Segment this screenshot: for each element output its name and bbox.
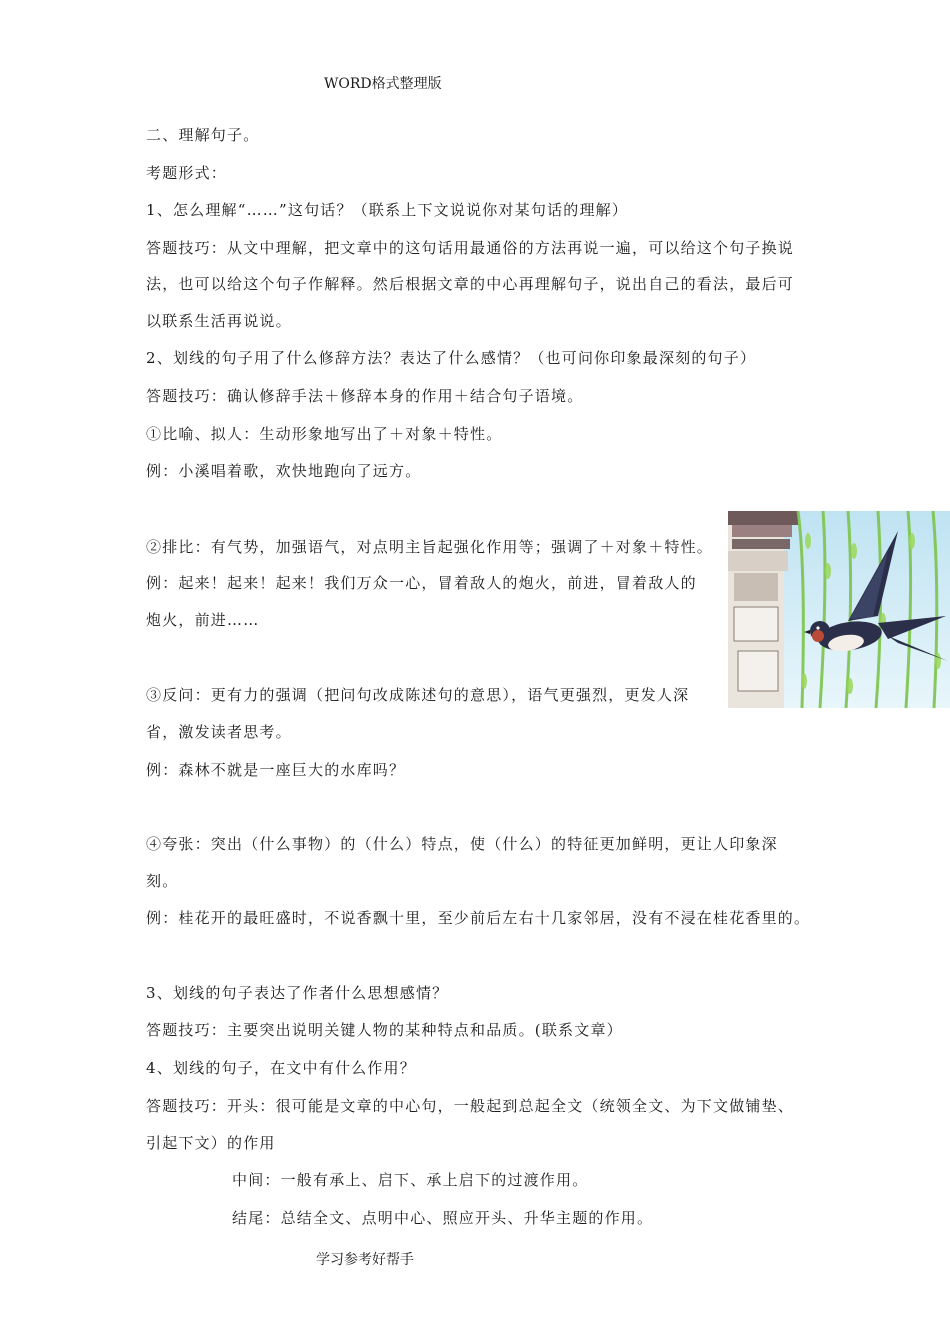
text-line: 炮火，前进…… — [146, 611, 260, 629]
text-line: 答题技巧：确认修辞手法＋修辞本身的作用＋结合句子语境。 — [146, 387, 584, 405]
example-line: 例：桂花开的最旺盛时，不说香飘十里，至少前后左右十几家邻居，没有不浸在桂花香里的。 — [146, 909, 811, 927]
example-line: 例：小溪唱着歌，欢快地跑向了远方。 — [146, 462, 422, 480]
text-line: 考题形式： — [146, 164, 228, 182]
section-heading: 二、理解句子。 — [146, 126, 260, 144]
page-header: WORD格式整理版 — [324, 76, 442, 92]
question-3: 3、划线的句子表达了作者什么思想感情？ — [146, 984, 449, 1002]
text-line: 结尾：总结全文、点明中心、照应开头、升华主题的作用。 — [232, 1209, 654, 1227]
text-line: 刻。 — [146, 872, 179, 890]
text-line: 省，激发读者思考。 — [146, 723, 292, 741]
text-line: ①比喻、拟人：生动形象地写出了＋对象＋特性。 — [146, 425, 503, 443]
text-line: 引起下文）的作用 — [146, 1134, 276, 1152]
text-line: ③反问：更有力的强调（把问句改成陈述句的意思），语气更强烈，更发人深 — [146, 686, 690, 704]
page-footer: 学习参考好帮手 — [316, 1252, 414, 1268]
example-line: 例：起来！起来！起来！我们万众一心，冒着敌人的炮火，前进，冒着敌人的 — [146, 574, 697, 592]
text-line: 答题技巧：主要突出说明关键人物的某种特点和品质。(联系文章） — [146, 1021, 623, 1039]
text-line: 答题技巧：开头：很可能是文章的中心句，一般起到总起全文（统领全文、为下文做铺垫、 — [146, 1097, 795, 1115]
question-4: 4、划线的句子，在文中有什么作用？ — [146, 1059, 416, 1077]
text-line: ②排比：有气势，加强语气，对点明主旨起强化作用等；强调了＋对象＋特性。 — [146, 538, 714, 556]
text-line: 以联系生活再说说。 — [146, 312, 292, 330]
text-line: ④夸张：突出（什么事物）的（什么）特点，使（什么）的特征更加鲜明，更让人印象深 — [146, 835, 778, 853]
example-line: 例：森林不就是一座巨大的水库吗？ — [146, 761, 406, 779]
question-2: 2、划线的句子用了什么修辞方法？表达了什么感情？（也可问你印象最深刻的句子） — [146, 349, 757, 367]
question-1: 1、怎么理解“……”这句话？（联系上下文说说你对某句话的理解） — [146, 201, 629, 219]
swallow-illustration — [728, 511, 950, 708]
text-line: 中间：一般有承上、启下、承上启下的过渡作用。 — [232, 1171, 589, 1189]
text-line: 法，也可以给这个句子作解释。然后根据文章的中心再理解句子，说出自己的看法，最后可 — [146, 275, 795, 293]
text-line: 答题技巧：从文中理解，把文章中的这句话用最通俗的方法再说一遍，可以给这个句子换说 — [146, 239, 795, 257]
